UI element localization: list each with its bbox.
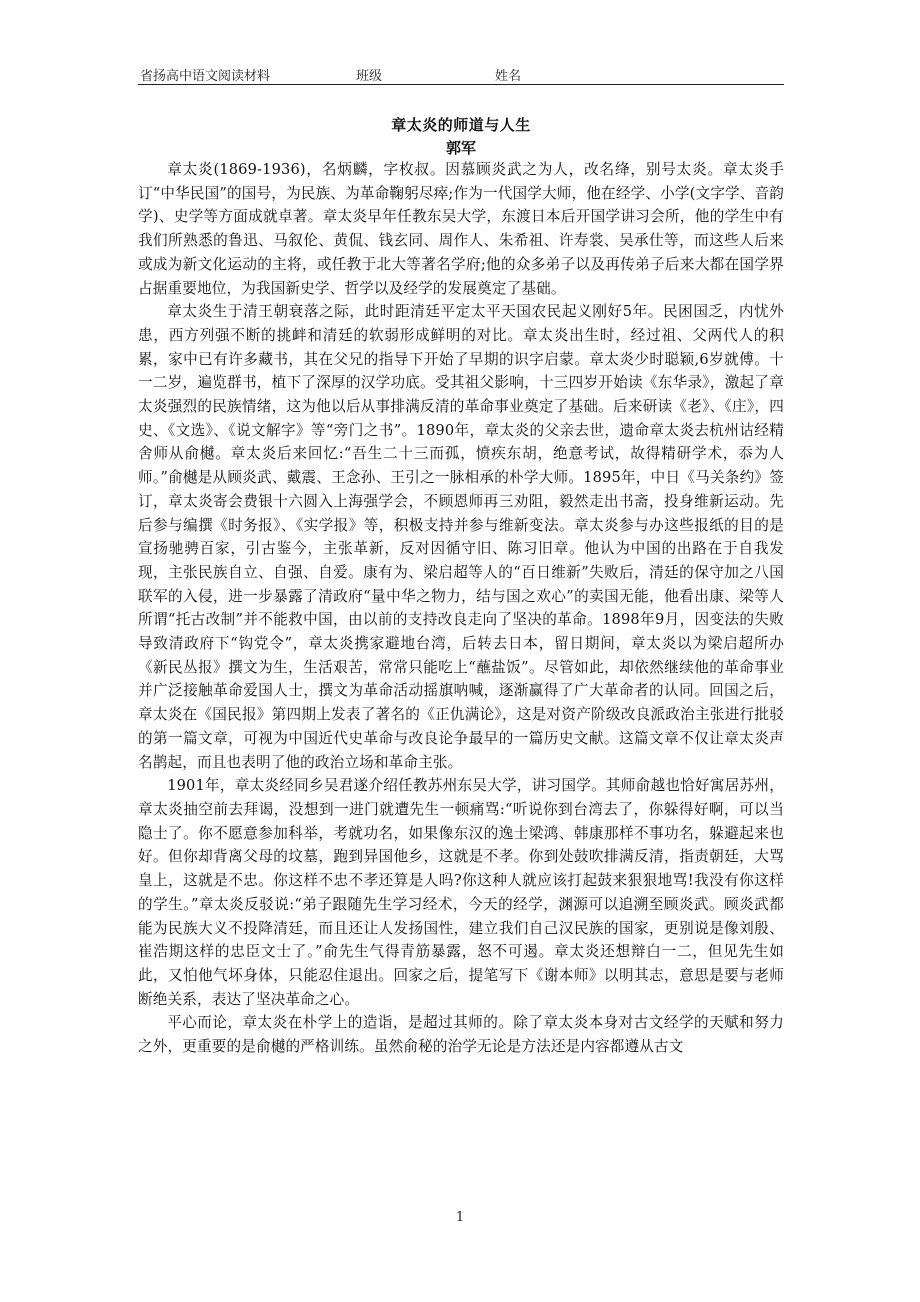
- page-header: [138, 62, 784, 85]
- paragraph: 1901年，章太炎经同乡吴君遂介绍任教苏州东吴大学，讲习国学。其师俞越也恰好寓居苏州，章太炎抽空前去拜谒，没想到一进门就遭先生一顿痛骂:“听说你到台湾去了，你躲得好啊，可以当隐士了。你不愿意参加科举，考就功名，如果像东汉的逸士梁鸿、韩康那样不事功名，躲避起来也好。但你却背离父母的坟墓，跑到异国他乡，这就是不孝。你到处鼓吹排满反清，指责朝廷，大骂皇上，这就是不忠。你这样不忠不孝还算是人吗?你这种人就应该打起鼓来狠狠地骂!我没有你这样的学生。”章太炎反驳说:“弟子跟随先生学习经术，今天的经学，渊源可以追溯至顾炎武。顾炎武都能为民族大义不投降清廷，而且还让人发扬国性，建立我们自己汉民族的国家，更别说是像刘殷、崔浩期这样的忠臣文士了。”俞先生气得青筋暴露，怒不可遏。章太炎还想辩白一二，但见先生如此，又怕他气坏身体，只能忍住退出。回家之后，提笔写下《谢本师》以明其志，意思是要与老师断绝关系，表达了坚决革命之心。: [138, 777, 784, 1008]
- paragraph: 章太炎生于清王朝衰落之际，此时距清廷平定太平天国农民起义刚好5年。民困国乏，内忧外患，西方列强不断的挑衅和清廷的软弱形成鲜明的对比。章太炎出生时，经过祖、父两代人的积累，家中已有许多藏书，其在父兄的指导下开始了早期的识字启蒙。章太炎少时聪颖,6岁就傅。十一二岁，遍览群书，植下了深厚的汉学功底。受其祖父影响，十三四岁开始读《东华录》，激起了章太炎强烈的民族情绪，这为他以后从事排满反清的革命事业奠定了基础。后来研读《老》、《庄》，四史、《文选》、《说文解字》等“旁门之书”。1890年，章太炎的父亲去世，遗命章太炎去杭州诂经精舍师从俞樾。章太炎后来回忆:“吾生二十三而孤，愤疾东胡，绝意考试，故得精研学术，忝为人师。”俞樾是从顾炎武、戴震、王念孙、王引之一脉相承的朴学大师。1895年，中日《马关条约》签订，章太炎寄会费银十六圆入上海强学会，不顾恩师再三劝阻，毅然走出书斋，投身维新运动。先后参与编撰《时务报》、《实学报》等，积极支持并参与维新变法。章太炎参与办这些报纸的目的是宣扬驰骋百家，引古鉴今，主张革新，反对因循守旧、陈习旧章。他认为中国的出路在于自我发现，主张民族自立、自强、自爱。康有为、梁启超等人的“百日维新”失败后，清廷的保守加之八国联军的入侵，进一步暴露了清政府“量中华之物力，结与国之欢心”的卖国无能，他看出康、梁等人所谓“托古改制”并不能救中国，由以前的支持改良走向了坚决的革命。1898年9月，因变法的失败导致清政府下“钩党令”，章太炎携家避地台湾，后转去日本，留日期间，章太炎以为梁启超所办《新民丛报》撰文为生，生活艰苦，常常只能吃上“蘸盐饭”。尽管如此，却依然继续他的革命事业并广泛接触革命爱国人士，撰文为革命活动摇旗呐喊，逐渐赢得了广大革命者的认同。回国之后，章太炎在《国民报》第四期上发表了著名的《正仇满论》，这是对资产阶级改良派政治主张进行批驳的第一篇文章，可视为中国近代史革命与改良论争最早的一篇历史文献。这篇文章不仅让章太炎声名鹊起，而且也表明了他的政治立场和革命主张。: [138, 303, 784, 771]
- article-body: [138, 158, 784, 1198]
- header-school: 省扬高中语文阅读材料: [140, 69, 271, 84]
- paragraph: 章太炎(1869-1936)，名炳麟，字枚叔。因慕顾炎武之为人，改名绛，别号太炎。章太炎手订“中华民国”的国号，为民族、为革命鞠躬尽瘁;作为一代国学大师，他在经学、小学(文字学、音韵学)、史学等方面成就卓著。章太炎早年任教东吴大学，东渡日本后开国学讲习会所，他的学生中有我们所熟悉的鲁迅、马叙伦、黄侃、钱玄同、周作人、朱希祖、许寿裳、吴承仕等，而这些人后来或成为新文化运动的主将，或任教于北大等著名学府;他的众多弟子以及再传弟子后来大都在国学界占据重要地位，为我国新史学、哲学以及经学的发展奠定了基础。: [138, 161, 784, 297]
- header-name-label: 姓名: [495, 69, 522, 84]
- page-number: 1: [455, 1210, 465, 1225]
- paragraph: 平心而论，章太炎在朴学上的造诣，是超过其师的。除了章太炎本身对古文经学的天赋和努力之外，更重要的是俞樾的严格训练。虽然俞秘的治学无论是方法还是内容都遵从古文: [138, 1014, 784, 1056]
- article-author: 郭军: [445, 139, 476, 157]
- article-title: 章太炎的师道与人生: [391, 116, 531, 134]
- header-class-label: 班级: [356, 69, 383, 84]
